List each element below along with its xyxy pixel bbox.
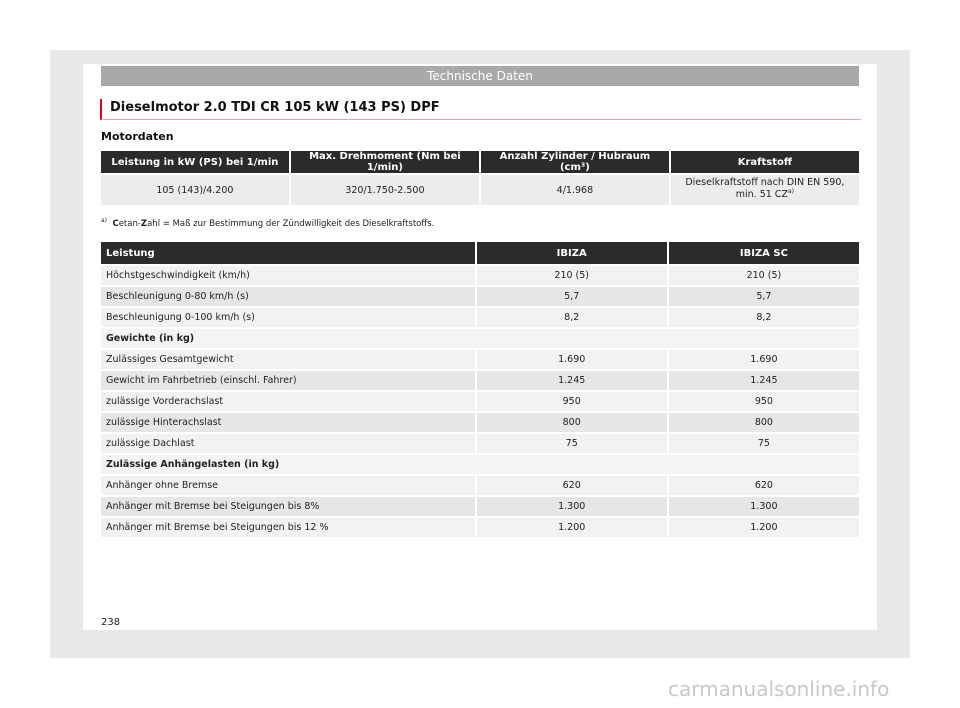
value-torque: 320/1.750-2.500 — [291, 175, 479, 205]
value-ibiza: 210 (5) — [477, 266, 667, 285]
value-ibiza: 8,2 — [477, 308, 667, 327]
footnote-ref: a) — [787, 188, 794, 195]
table-row — [101, 476, 859, 495]
row-label: Gewicht im Fahrbetrieb (einschl. Fahrer) — [101, 371, 475, 390]
value-ibiza-sc: 620 — [669, 476, 859, 495]
value-ibiza: 5,7 — [477, 287, 667, 306]
header-torque: Max. Drehmoment (Nm bei 1/min) — [291, 151, 479, 173]
header-ibiza: IBIZA — [477, 242, 667, 264]
value-ibiza-sc: 950 — [669, 392, 859, 411]
section-label: Zulässige Anhängelasten (in kg) — [101, 455, 859, 474]
header-cylinders: Anzahl Zylinder / Hubraum (cm³) — [481, 151, 669, 173]
footnote-z: Z — [140, 218, 148, 229]
value-ibiza-sc: 8,2 — [669, 308, 859, 327]
row-label: zulässige Vorderachslast — [101, 392, 475, 411]
value-ibiza: 800 — [477, 413, 667, 432]
row-label: Anhänger mit Bremse bei Steigungen bis 12 % — [101, 518, 475, 537]
footnote-etan: etan- — [118, 218, 141, 229]
header-fuel: Kraftstoff — [671, 151, 859, 173]
engine-header-row — [101, 151, 859, 173]
value-ibiza-sc: 1.245 — [669, 371, 859, 390]
table-row — [101, 371, 859, 390]
section-row — [101, 455, 859, 474]
value-fuel-text: Dieselkraftstoff nach DIN EN 590, min. 51 CZ — [685, 177, 845, 201]
row-label: Anhänger ohne Bremse — [101, 476, 475, 495]
section-header: Technische Daten — [101, 66, 859, 86]
row-label: zulässige Dachlast — [101, 434, 475, 453]
header-power: Leistung in kW (PS) bei 1/min — [101, 151, 289, 173]
section-subtitle: Motordaten — [101, 130, 174, 143]
value-ibiza: 950 — [477, 392, 667, 411]
page-title: Dieselmotor 2.0 TDI CR 105 kW (143 PS) DPF — [110, 100, 440, 115]
section-label: Gewichte (in kg) — [101, 329, 859, 348]
title-block — [100, 99, 861, 120]
value-ibiza: 75 — [477, 434, 667, 453]
table-row — [101, 350, 859, 369]
value-ibiza-sc: 5,7 — [669, 287, 859, 306]
header-ibiza-sc: IBIZA SC — [669, 242, 859, 264]
footnote-text: ahl = Maß zur Bestimmung der Zündwilligkeit des Dieselkraftstoffs. — [147, 218, 435, 229]
table-row — [101, 518, 859, 537]
performance-table — [99, 240, 861, 539]
table-row — [101, 392, 859, 411]
value-ibiza-sc: 1.300 — [669, 497, 859, 516]
row-label: zulässige Hinterachslast — [101, 413, 475, 432]
watermark: carmanualsonline.info — [668, 677, 890, 701]
value-ibiza-sc: 75 — [669, 434, 859, 453]
value-ibiza: 1.200 — [477, 518, 667, 537]
row-label: Beschleunigung 0-80 km/h (s) — [101, 287, 475, 306]
engine-data-row — [101, 175, 859, 205]
engine-data-table — [99, 149, 861, 207]
row-label: Anhänger mit Bremse bei Steigungen bis 8% — [101, 497, 475, 516]
value-ibiza-sc: 800 — [669, 413, 859, 432]
row-label: Beschleunigung 0-100 km/h (s) — [101, 308, 475, 327]
footnote — [101, 217, 434, 229]
value-power: 105 (143)/4.200 — [101, 175, 289, 205]
value-ibiza-sc: 1.690 — [669, 350, 859, 369]
value-cylinders: 4/1.968 — [481, 175, 669, 205]
row-label: Zulässiges Gesamtgewicht — [101, 350, 475, 369]
value-ibiza-sc: 1.200 — [669, 518, 859, 537]
performance-header-row — [101, 242, 859, 264]
value-ibiza-sc: 210 (5) — [669, 266, 859, 285]
value-ibiza: 1.300 — [477, 497, 667, 516]
value-ibiza: 1.245 — [477, 371, 667, 390]
table-row — [101, 308, 859, 327]
section-row — [101, 329, 859, 348]
footnote-c: C — [112, 218, 119, 229]
value-ibiza: 1.690 — [477, 350, 667, 369]
table-row — [101, 413, 859, 432]
table-row — [101, 266, 859, 285]
page-number: 238 — [101, 617, 121, 628]
table-row — [101, 434, 859, 453]
row-label: Höchstgeschwindigkeit (km/h) — [101, 266, 475, 285]
value-fuel — [671, 175, 859, 205]
value-ibiza: 620 — [477, 476, 667, 495]
header-leistung: Leistung — [101, 242, 475, 264]
table-row — [101, 287, 859, 306]
table-row — [101, 497, 859, 516]
footnote-marker: a) — [101, 217, 108, 224]
